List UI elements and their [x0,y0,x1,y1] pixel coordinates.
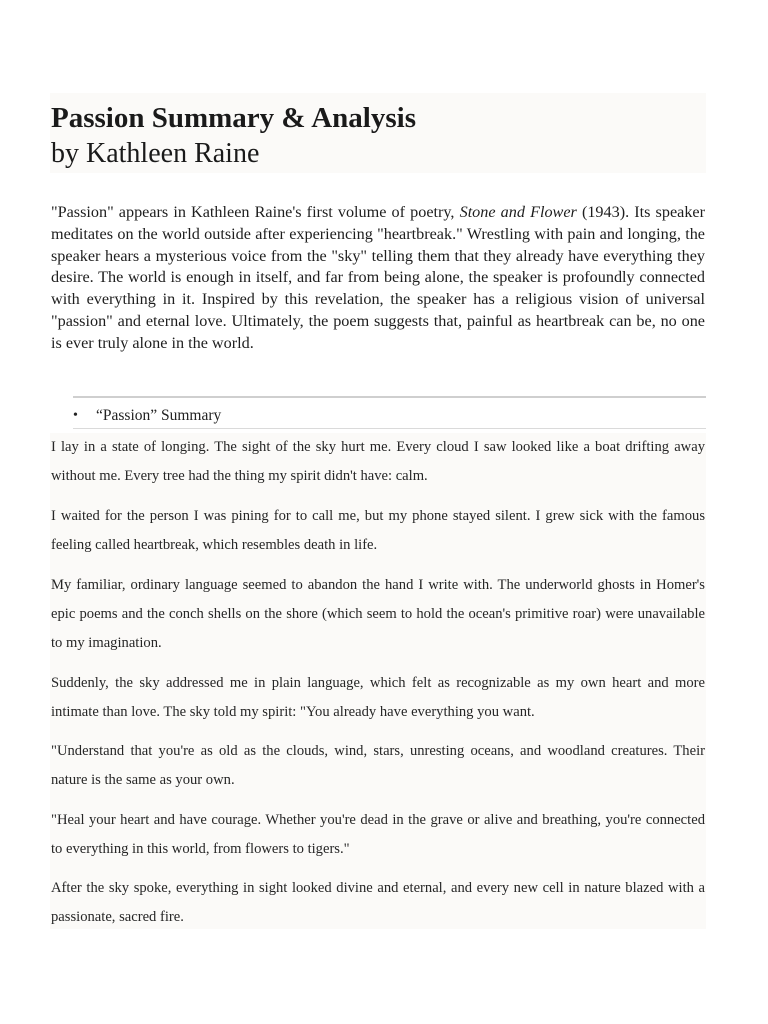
summary-paragraph-4: Suddenly, the sky addressed me in plain language, which felt as recognizable as my own heart and more intimate than love. The sky told my spirit: "You already have everything you want. [51,675,705,720]
intro-paragraph [51,202,705,355]
toc-divider-top [73,396,706,398]
book-title: Stone and Flower [459,203,577,221]
summary-paragraph-2: I waited for the person I was pining for to call me, but my phone stayed silent. I grew sick with the famous feeling called heartbreak, which resembles death in life. [51,508,705,553]
toc-list [73,405,706,427]
intro-text-end: (1943). Its speaker meditates on the world outside after experiencing "heartbreak." Wrestling with pain and longing, the speaker hears a mysterious voice from the "sky" telling them that they already have everything they desire. The world is enough in itself, and far from being alone, the speaker is profoundly connected with everything in it. Inspired by this revelation, the speaker has a religious vision of universal "passion" and eternal love. Ultimately, the poem suggests that, painful as heartbreak can be, no one is ever truly alone in the world. [51,203,705,352]
summary-paragraph-1: I lay in a state of longing. The sight of the sky hurt me. Every cloud I saw looked like a boat drifting away without me. Every tree had the thing my spirit didn't have: calm. [51,439,705,484]
page-title: Passion Summary & Analysis [51,102,416,134]
summary-paragraph-7: After the sky spoke, everything in sight looked divine and eternal, and every new cell in nature blazed with a passionate, sacred fire. [51,880,705,925]
toc-item-summary[interactable]: “Passion” Summary [96,407,222,424]
summary-section [50,433,706,929]
summary-paragraph-3: My familiar, ordinary language seemed to abandon the hand I write with. The underworld ghosts in Homer's epic poems and the conch shells on the shore (which seem to hold the ocean's primitive roar) were unavailable to my imagination. [51,577,705,651]
summary-paragraph-5: "Understand that you're as old as the clouds, wind, stars, unresting oceans, and woodland creatures. Their nature is the same as your own. [51,743,705,788]
title-block [50,93,706,173]
page-subtitle: by Kathleen Raine [51,138,260,169]
toc-divider-bottom [73,428,706,429]
bullet-icon: • [73,408,78,423]
intro-text-start: "Passion" appears in Kathleen Raine's first volume of poetry, [51,203,460,221]
summary-paragraph-6: "Heal your heart and have courage. Whether you're dead in the grave or alive and breathing, you're connected to everything in this world, from flowers to tigers." [51,812,705,857]
